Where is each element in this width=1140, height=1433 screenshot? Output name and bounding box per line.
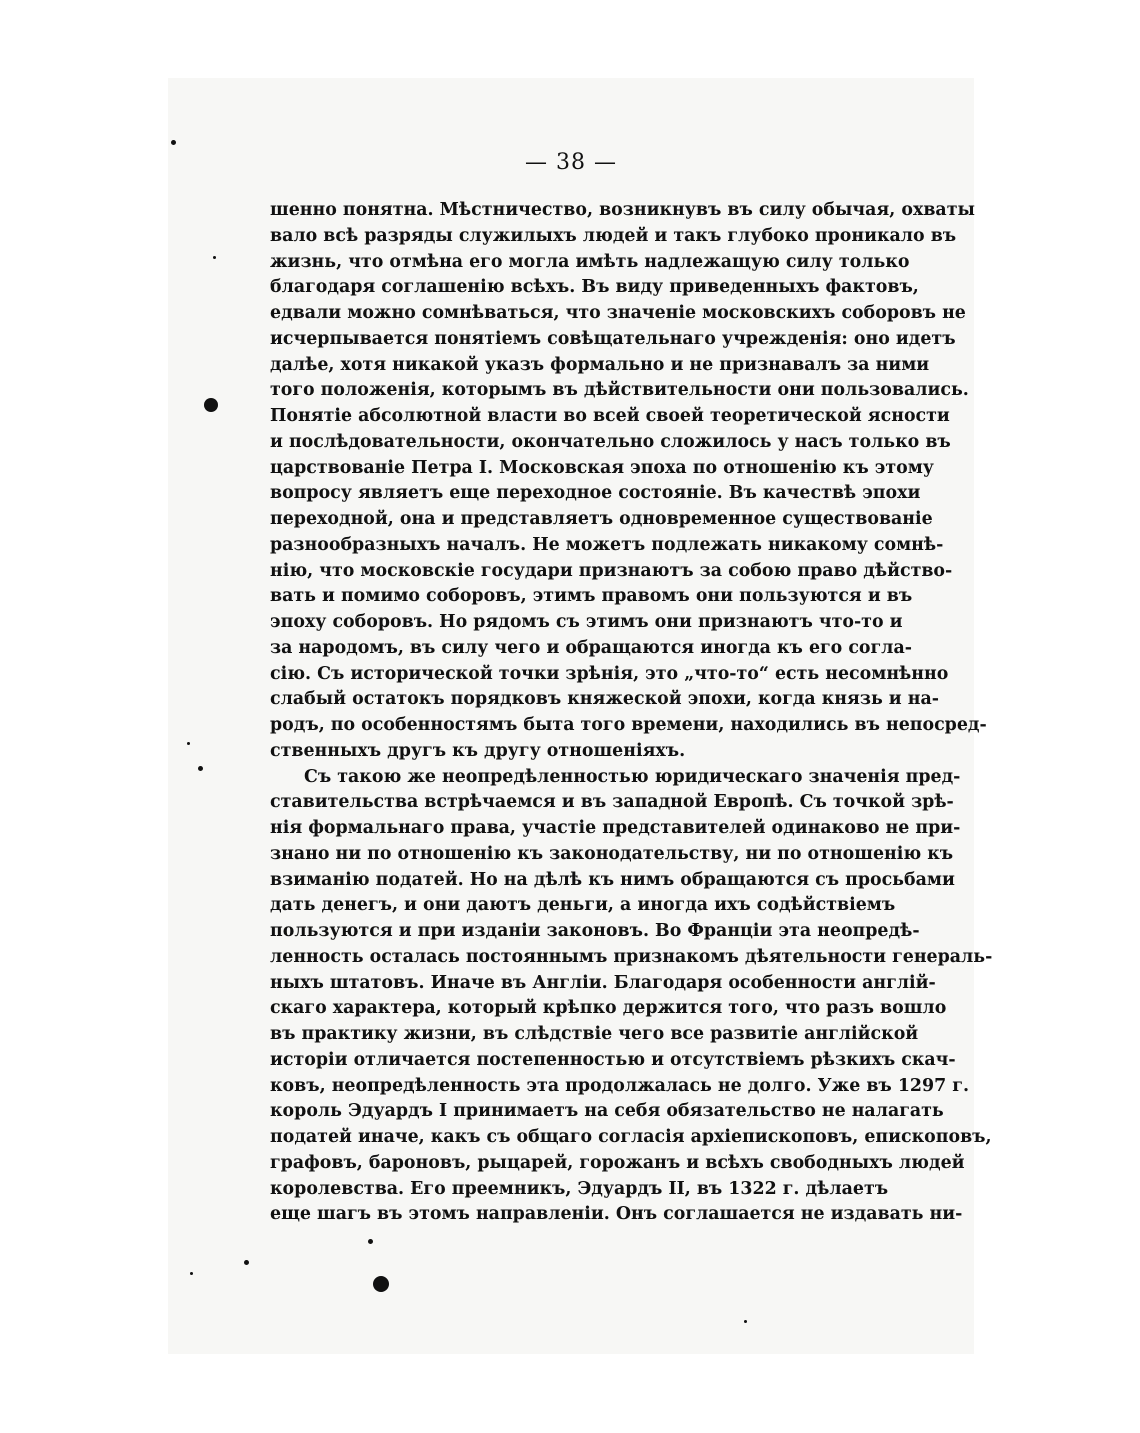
text-line: вать и помимо соборовъ, этимъ правомъ они пользуются и въ (270, 586, 913, 607)
text-line: эпоху соборовъ. Но рядомъ съ этимъ они признаютъ что-то и (270, 612, 903, 632)
text-line: нія формальнаго права, участіе представителей одинаково не при- (270, 818, 961, 838)
scan-speck (244, 1260, 249, 1265)
text-line: въ практику жизни, въ слѣдствіе чего все развитіе англійской (270, 1024, 919, 1044)
text-line: слабый остатокъ порядковъ княжеской эпохи, когда князь и на- (270, 689, 939, 710)
text-line: нію, что московскіе государи признаютъ за собою право дѣйство- (270, 560, 953, 581)
text-line: и послѣдовательности, окончательно сложилось у насъ только въ (270, 431, 951, 452)
text-line: дать денегъ, и они даютъ деньги, а иногда ихъ содѣйствіемъ (270, 895, 896, 916)
text-line: податей иначе, какъ съ общаго согласія архіепископовъ, епископовъ, (270, 1127, 992, 1147)
scan-speck (744, 1320, 747, 1323)
text-line: Понятіе абсолютной власти во всей своей теоретической ясности (270, 406, 950, 426)
scan-speck (213, 256, 216, 259)
scan-speck (368, 1239, 373, 1244)
text-line: ственныхъ другъ къ другу отношеніяхъ. (270, 740, 686, 761)
text-line: за народомъ, въ силу чего и обращаются иногда къ его согла- (270, 637, 912, 658)
text-line: далѣе, хотя никакой указъ формально и не признавалъ за ними (270, 354, 930, 375)
scan-speck (187, 742, 190, 745)
text-line: вопросу являетъ еще переходное состояніе. Въ качествѣ эпохи (270, 483, 921, 504)
text-line: знано ни по отношенію къ законодательству, ни по отношенію къ (270, 843, 954, 864)
text-line: переходной, она и представляетъ одновременное существованіе (270, 509, 933, 529)
scan-speck (204, 398, 218, 412)
text-line: еще шагъ въ этомъ направленіи. Онъ соглашается не издавать ни- (270, 1204, 963, 1225)
scan-speck (198, 766, 203, 771)
page-text (270, 198, 993, 1228)
text-line: взиманію податей. Но на дѣлѣ къ нимъ обращаются съ просьбами (270, 869, 955, 890)
text-line: разнообразныхъ началъ. Не можетъ подлежать никакому сомнѣ- (270, 534, 944, 555)
text-line: король Эдуардъ I принимаетъ на себя обязательство не налагать (270, 1101, 944, 1122)
text-line: вало всѣ разряды служилыхъ людей и такъ глубоко проникало въ (270, 225, 957, 246)
text-line: исторіи отличается постепенностью и отсутствіемъ рѣзкихъ скач- (270, 1049, 956, 1070)
text-line: ныхъ штатовъ. Иначе въ Англіи. Благодаря особенности англій- (270, 972, 936, 993)
text-line: жизнь, что отмѣна его могла имѣть надлежащую силу только (270, 251, 910, 272)
text-line: скаго характера, который крѣпко держится того, что разъ вошло (270, 998, 947, 1019)
text-line: благодаря соглашенію всѣхъ. Въ виду приведенныхъ фактовъ, (270, 277, 919, 298)
text-line: ленность осталась постояннымъ признакомъ дѣятельности генераль- (270, 946, 993, 967)
text-line: царствованіе Петра I. Московская эпоха по отношенію къ этому (270, 457, 934, 478)
text-line: пользуются и при изданіи законовъ. Во Франціи эта неопредѣ- (270, 921, 920, 941)
text-line: родъ, по особенностямъ быта того времени, находились въ непосред- (270, 715, 987, 735)
text-line: ставительства встрѣчаемся и въ западной Европѣ. Съ точкой зрѣ- (270, 792, 954, 813)
text-line: ковъ, неопредѣленность эта продолжалась не долго. Уже въ 1297 г. (270, 1075, 969, 1096)
page-number: — 38 — (525, 150, 617, 175)
text-line: шенно понятна. Мѣстничество, возникнувъ въ силу обычая, охваты (270, 200, 975, 220)
text-line: исчерпывается понятіемъ совѣщательнаго учрежденія: оно идетъ (270, 328, 956, 349)
text-line: королевства. Его преемникъ, Эдуардъ II, въ 1322 г. дѣлаетъ (270, 1178, 889, 1199)
text-line: графовъ, бароновъ, рыцарей, горожанъ и всѣхъ свободныхъ людей (270, 1152, 965, 1173)
book-page (168, 78, 993, 1354)
text-line: того положенія, которымъ въ дѣйствительности они пользовались. (270, 380, 969, 401)
scan-speck (373, 1276, 389, 1292)
scan-speck (190, 1272, 193, 1275)
scan-speck (171, 140, 176, 145)
text-line: едвали можно сомнѣваться, что значеніе московскихъ соборовъ не (270, 303, 966, 323)
text-line: Съ такою же неопредѣленностью юридическаго значенія пред- (304, 766, 961, 787)
text-line: сію. Съ исторической точки зрѣнія, это „что-то“ есть несомнѣнно (270, 663, 949, 684)
